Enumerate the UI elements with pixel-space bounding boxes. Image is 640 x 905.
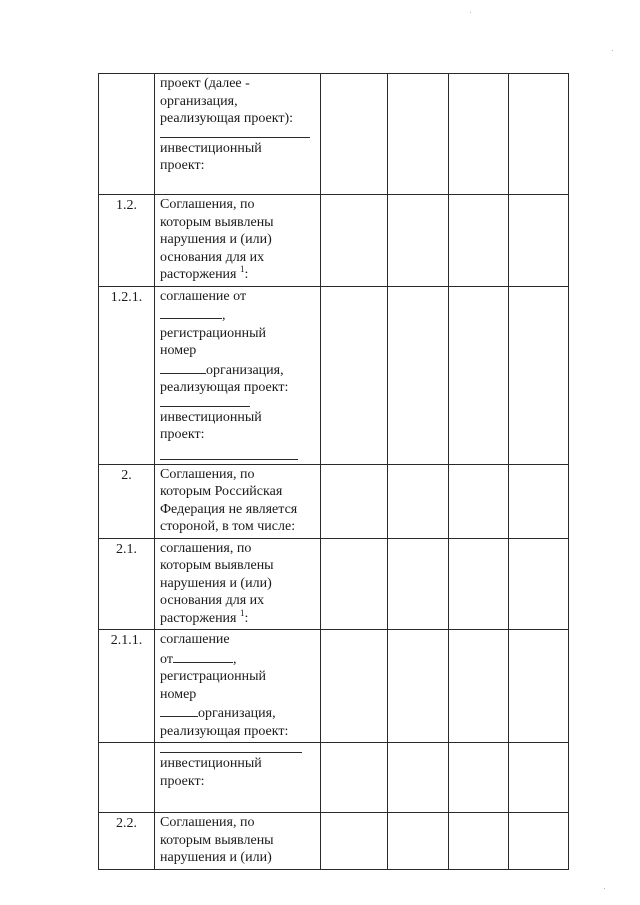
- value-cell: [509, 538, 569, 630]
- value-cell: [449, 464, 509, 538]
- text-fragment: организация,: [198, 706, 276, 721]
- table-row: [99, 538, 569, 630]
- text-line: расторжения $^1$:: [160, 607, 249, 626]
- value-cell: [509, 743, 569, 813]
- text-line: проект:: [160, 158, 205, 173]
- value-cell: [449, 743, 509, 813]
- value-cell: [449, 286, 509, 464]
- row-number: 1.2.: [99, 195, 155, 287]
- text-line: Соглашения, по: [160, 197, 255, 212]
- text-line: соглашения, по: [160, 540, 252, 556]
- row-description: [155, 630, 321, 743]
- table-row: [99, 74, 569, 195]
- value-cell: [509, 813, 569, 870]
- text-fragment: организация,: [206, 362, 284, 378]
- text-line: нарушения и (или): [160, 850, 272, 865]
- text-line: соглашение: [160, 632, 230, 647]
- value-cell: [449, 538, 509, 630]
- text-fragment: расторжения: [160, 610, 237, 626]
- row-number: [99, 74, 155, 195]
- value-cell: [388, 195, 449, 287]
- table-row: [99, 630, 569, 743]
- row-description: [155, 813, 321, 870]
- row-number: 2.2.: [99, 813, 155, 870]
- text-line: номер: [160, 343, 197, 358]
- text-line: которым Российская: [160, 484, 283, 499]
- text-line: регистрационный: [160, 669, 267, 684]
- text-fragment: расторжения: [160, 267, 237, 282]
- date-blank: [173, 649, 233, 663]
- date-blank: [160, 305, 222, 319]
- text-line: стороной, в том числе:: [160, 519, 296, 534]
- text-line: инвестиционный: [160, 409, 262, 425]
- text-line: которым выявлены: [160, 214, 274, 230]
- value-cell: [449, 630, 509, 743]
- number-blank: [160, 360, 206, 374]
- row-number: [99, 743, 155, 813]
- text-line: которым выявлены: [160, 558, 274, 573]
- scan-speck: [470, 12, 471, 13]
- row-description: [155, 538, 321, 630]
- report-table: [98, 73, 569, 870]
- text-line: Соглашения, по: [160, 815, 255, 830]
- value-cell: [321, 538, 388, 630]
- value-cell: [509, 286, 569, 464]
- number-blank: [160, 703, 198, 717]
- text-line: [160, 360, 318, 380]
- value-cell: [321, 286, 388, 464]
- text-line: проект (далее -: [160, 76, 250, 91]
- text-line: организация,: [160, 93, 238, 109]
- text-line: реализующая проект:: [160, 380, 289, 395]
- value-cell: [388, 813, 449, 870]
- text-line: реализующая проект):: [160, 111, 293, 126]
- text-line: нарушения и (или): [160, 575, 272, 591]
- fill-in-line: [160, 450, 298, 460]
- scan-speck: [612, 50, 613, 51]
- fill-in-line: [160, 397, 250, 407]
- value-cell: [509, 464, 569, 538]
- value-cell: [321, 743, 388, 813]
- text-line: инвестиционный: [160, 140, 262, 156]
- text-line: проект:: [160, 427, 205, 442]
- text-line: проект:: [160, 773, 205, 789]
- text-fragment: от: [160, 651, 173, 667]
- text-line: ,: [160, 305, 318, 325]
- value-cell: [388, 743, 449, 813]
- text-line: расторжения $^1$:: [160, 264, 249, 282]
- table-row: [99, 286, 569, 464]
- fill-in-line: [160, 744, 302, 753]
- footnote-mark: 1: [240, 607, 245, 618]
- table-row: [99, 195, 569, 287]
- value-cell: [321, 630, 388, 743]
- value-cell: [509, 74, 569, 195]
- row-description: [155, 464, 321, 538]
- text-line: Федерация не является: [160, 501, 298, 517]
- value-cell: [509, 195, 569, 287]
- value-cell: [449, 813, 509, 870]
- value-cell: [388, 538, 449, 630]
- text-line: соглашение от: [160, 288, 247, 304]
- row-number: 2.: [99, 464, 155, 538]
- value-cell: [388, 74, 449, 195]
- text-line: основания для их: [160, 249, 265, 265]
- table-row: [99, 743, 569, 813]
- text-line: реализующая проект:: [160, 723, 289, 739]
- value-cell: [388, 286, 449, 464]
- value-cell: [449, 195, 509, 287]
- row-description: [155, 74, 321, 195]
- text-line: Соглашения, по: [160, 466, 255, 482]
- table-row: [99, 464, 569, 538]
- row-number: 2.1.: [99, 538, 155, 630]
- value-cell: [321, 813, 388, 870]
- text-line: регистрационный: [160, 325, 267, 341]
- value-cell: [449, 74, 509, 195]
- value-cell: [321, 464, 388, 538]
- text-line: номер: [160, 686, 197, 702]
- footnote-mark: 1: [240, 264, 245, 274]
- table-row: [99, 813, 569, 870]
- value-cell: [509, 630, 569, 743]
- row-description: [155, 286, 321, 464]
- scan-speck: [604, 888, 605, 889]
- text-line: которым выявлены: [160, 832, 274, 848]
- text-line: [160, 703, 318, 723]
- value-cell: [388, 630, 449, 743]
- row-number: 2.1.1.: [99, 630, 155, 743]
- row-description: [155, 195, 321, 287]
- row-description: [155, 743, 321, 813]
- value-cell: [321, 195, 388, 287]
- text-line: нарушения и (или): [160, 232, 272, 247]
- value-cell: [388, 464, 449, 538]
- text-line: инвестиционный: [160, 756, 262, 771]
- row-number: 1.2.1.: [99, 286, 155, 464]
- value-cell: [321, 74, 388, 195]
- fill-in-line: [160, 128, 310, 138]
- text-line: основания для их: [160, 593, 265, 608]
- text-line: от ,: [160, 649, 318, 669]
